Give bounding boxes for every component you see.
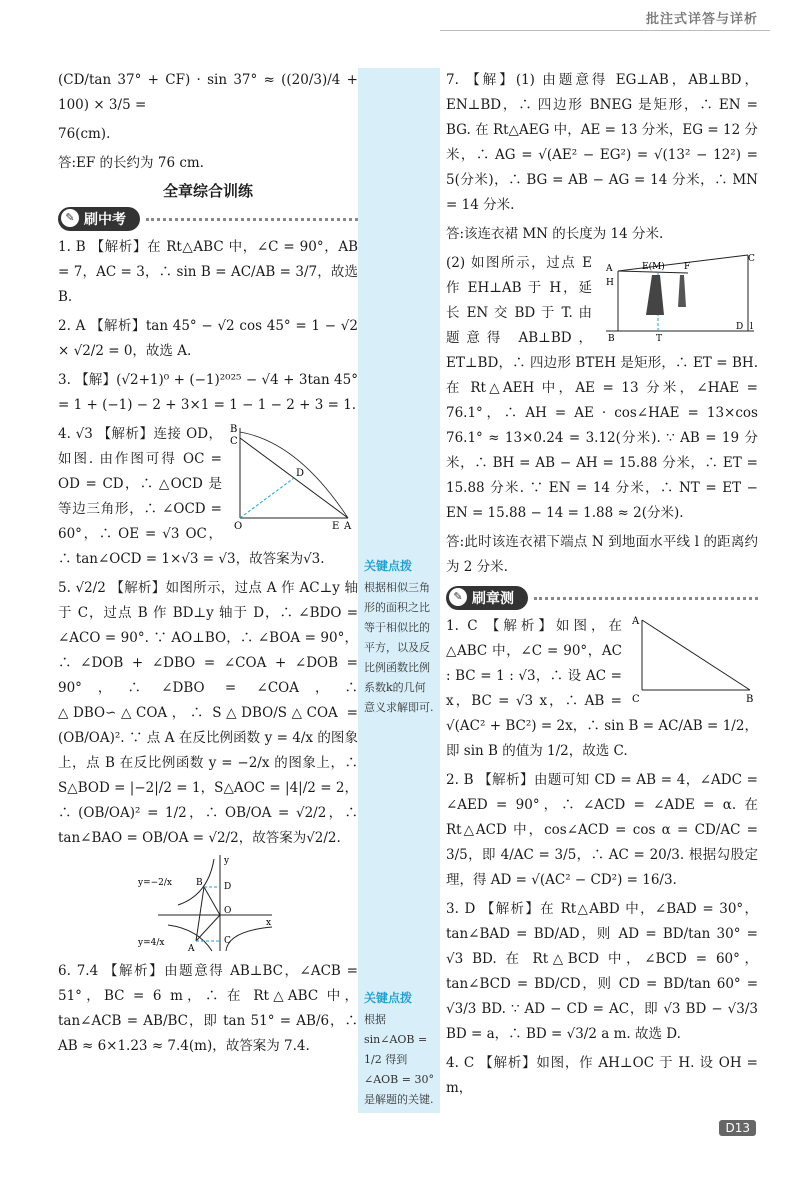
chapter-title: 全章综合训练 [162, 182, 253, 200]
fig-label: C [230, 436, 238, 447]
fig-label: A [606, 264, 613, 274]
margin-notes-column [358, 68, 440, 1113]
fig-label: H [606, 278, 614, 288]
figure-r1 [628, 614, 758, 704]
banner-label [446, 586, 528, 610]
banner-text: 刷中考 [84, 212, 126, 228]
question-4-block [58, 422, 358, 572]
page-number: D13 [719, 1120, 756, 1136]
note-text: 根据 sin∠AOB = 1/2 得到 ∠AOB = 30° 是解题的关键. [364, 1013, 434, 1106]
fig-label: B [608, 334, 615, 341]
chapter-question-2: 2. B 【解析】由题可知 CD = AB = 4，∠ADC = ∠AED = 90°，∴ ∠ACD = ∠ADE = α. 在 Rt△ACD 中，cos∠ACD = cos α = CD/AC = 3/5，即 4/AC = 3/5，∴ AC = 20/3. 根据勾股定理，得 AD = √(AC² − CD²) = 16/3. [446, 772, 758, 888]
dotted-divider [146, 218, 358, 221]
dotted-divider [534, 597, 758, 600]
fig-label: C [632, 694, 640, 704]
chapter-q1-block [446, 614, 758, 764]
fig-label: C [224, 936, 231, 946]
fig-label: A [188, 944, 195, 954]
question-7-part2-block [446, 251, 758, 526]
banner-text: 刷章测 [472, 591, 514, 607]
figure-q5 [138, 855, 278, 955]
question-7-answer1: 答:该连衣裙 MN 的长度为 14 分米. [446, 226, 664, 242]
figure-q4 [228, 422, 358, 532]
question-7-part2: (2) 如图所示，过点 E 作 EH⊥AB 于 H，延长 EN 交 BD 于 T. 由题意得 AB⊥BD，ET⊥BD，∴ 四边形 BTEH 是矩形，∴ ET = BH. 在 Rt△AEH 中，AE = 13 分米，∠HAE = 76.1°，∴ AH = AE · cos∠HAE = 13×cos 76.1° ≈ 13×0.24 = 3.12(分米). ∵ AB = 19 分米，∴ BH = AB − AH = 15.88 分米，∴ ET = 15.88 分米. ∵ EN = 14 分米，∴ NT = ET − EN = 15.88 − 14 = 1.88 ≈ 2(分米). [446, 255, 758, 521]
fig-label: l [750, 322, 753, 332]
fig-label: T [656, 334, 663, 341]
key-note-2 [364, 988, 436, 1110]
question-4: 4. √3 【解析】连接 OD，如图. 由作图可得 OC = OD = CD，∴ △OCD 是等边三角形，∴ ∠OCD = 60°，∴ OE = √3 OC，∴ tan∠OCD = 1×√3 = √3，故答案为√3. [58, 426, 325, 567]
fig-label: F [684, 262, 691, 272]
header-divider [440, 30, 770, 31]
fig-label: y=4/x [138, 938, 165, 948]
figure-q7 [598, 251, 758, 341]
question-3: 3. 【解】(√2+1)⁰ + (−1)²⁰²⁵ − √4 + 3tan 45° = 1 + (−1) − 2 + 3×1 = 1 − 1 − 2 + 3 = 1. [58, 372, 358, 413]
note-text: 根据相似三角形的面积之比等于相似比的平方，以及反比例函数比例系数k的几何意义求解即可. [364, 581, 434, 714]
left-column [58, 68, 358, 1063]
banner-zhangce [446, 586, 758, 610]
question-6: 6. 7.4 【解析】由题意得 AB⊥BC，∠ACB = 51°，BC = 6 m，∴ 在 Rt△ABC 中，tan∠ACB = AB/BC，即 tan 51° = AB/6，∴ AB ≈ 6×1.23 ≈ 7.4(m)，故答案为 7.4. [58, 963, 358, 1054]
text-line: 76(cm). [58, 126, 111, 142]
question-1: 1. B 【解析】在 Rt△ABC 中，∠C = 90°，AB = 7，AC = 3，∴ sin B = AC/AB = 3/7，故选 B. [58, 239, 358, 305]
fig-label: D [296, 468, 305, 479]
fig-label: E [332, 521, 340, 532]
page-header: 批注式详答与详析 [645, 12, 758, 27]
fig-label: E(M) [642, 262, 665, 272]
chapter-question-1: 1. C 【解析】如图，在 △ABC 中，∠C = 90°，AC : BC = 1 : √3，∴ 设 AC = x，BC = √3 x，∴ AB = √(AC² + BC²) = 2x，∴ sin B = AC/AB = 1/2，即 sin B 的值为 1/2，故选 C. [446, 618, 758, 759]
fig-label: B [746, 694, 754, 704]
question-7-part1: 7. 【解】(1) 由题意得 EG⊥AB，AB⊥BD，EN⊥BD，∴ 四边形 BNEG 是矩形，∴ EN = BG. 在 Rt△AEG 中，AE = 13 分米，EG = 12 分米，∴ AG = √(AE² − EG²) = √(13² − 12²) = 5(分米)，∴ BG = AB − AG = 14 分米，∴ MN = 14 分米. [446, 72, 758, 213]
fig-label: O [224, 906, 232, 916]
question-5: 5. √2/2 【解析】如图所示，过点 A 作 AC⊥y 轴于 C，过点 B 作 BD⊥y 轴于 D，∴ ∠BDO = ∠ACO = 90°. ∵ AO⊥BO，∴ ∠BOA = 90°，∴ ∠DOB + ∠DBO = ∠COA + ∠DOB = 90°，∴ ∠DBO = ∠COA，∴ △DBO∽△COA，∴ S△DBO/S△COA = (OB/OA)². ∵ 点 A 在反比例函数 y = 4/x 的图象上，点 B 在反比例函数 y = −2/x 的图象上，∴ S△BOD = |−2|/2 = 1，S△AOC = |4|/2 = 2，∴ (OB/OA)² = 1/2，∴ OB/OA = √2/2，∴ tan∠BAO = OB/OA = √2/2，故答案为√2/2. [58, 580, 358, 846]
chapter-question-4: 4. C 【解析】如图，作 AH⊥OC 于 H. 设 OH = m， [446, 1055, 758, 1096]
fig-label: O [234, 521, 243, 532]
key-note-1 [364, 556, 436, 718]
fig-label: B [196, 878, 203, 888]
fig-label: C [748, 254, 755, 264]
question-2: 2. A 【解析】tan 45° − √2 cos 45° = 1 − √2 × √2/2 = 0，故选 A. [58, 318, 358, 359]
banner-badge-icon: ✎ [61, 209, 79, 227]
question-7-answer2: 答:此时该连衣裙下端点 N 到地面水平线 l 的距离约为 2 分米. [446, 534, 758, 575]
banner-label [58, 207, 140, 231]
fig-label: A [344, 521, 352, 532]
fig-label: B [230, 424, 238, 435]
fig-label: y=−2/x [138, 878, 173, 888]
banner-badge-icon: ✎ [449, 588, 467, 606]
fig-label: D [224, 882, 232, 892]
fig-label: D [736, 322, 744, 332]
top-formula: (CD/tan 37° + CF) · sin 37° ≈ ((20/3)/4 + 100) × 3/5 = [58, 72, 358, 113]
chapter-question-3: 3. D 【解析】在 Rt△ABD 中，∠BAD = 30°，tan∠BAD = BD/AD，则 AD = BD/tan 30° = √3 BD. 在 Rt△BCD 中，∠BCD = 60°，tan∠BCD = BD/CD，则 CD = BD/tan 60° = √3/3 BD. ∵ AD − CD = AC，即 √3 BD − √3/3 BD = a，∴ BD = √3/2 a m. 故选 D. [446, 901, 758, 1042]
answer-line: 答:EF 的长约为 76 cm. [58, 155, 204, 171]
fig-label: x [266, 918, 272, 928]
fig-label: y [224, 856, 230, 866]
note-title: 关键点拨 [364, 991, 413, 1005]
fig-label: A [632, 616, 640, 627]
note-title: 关键点拨 [364, 559, 413, 573]
banner-zhongkao [58, 207, 358, 231]
right-column [446, 68, 758, 1105]
